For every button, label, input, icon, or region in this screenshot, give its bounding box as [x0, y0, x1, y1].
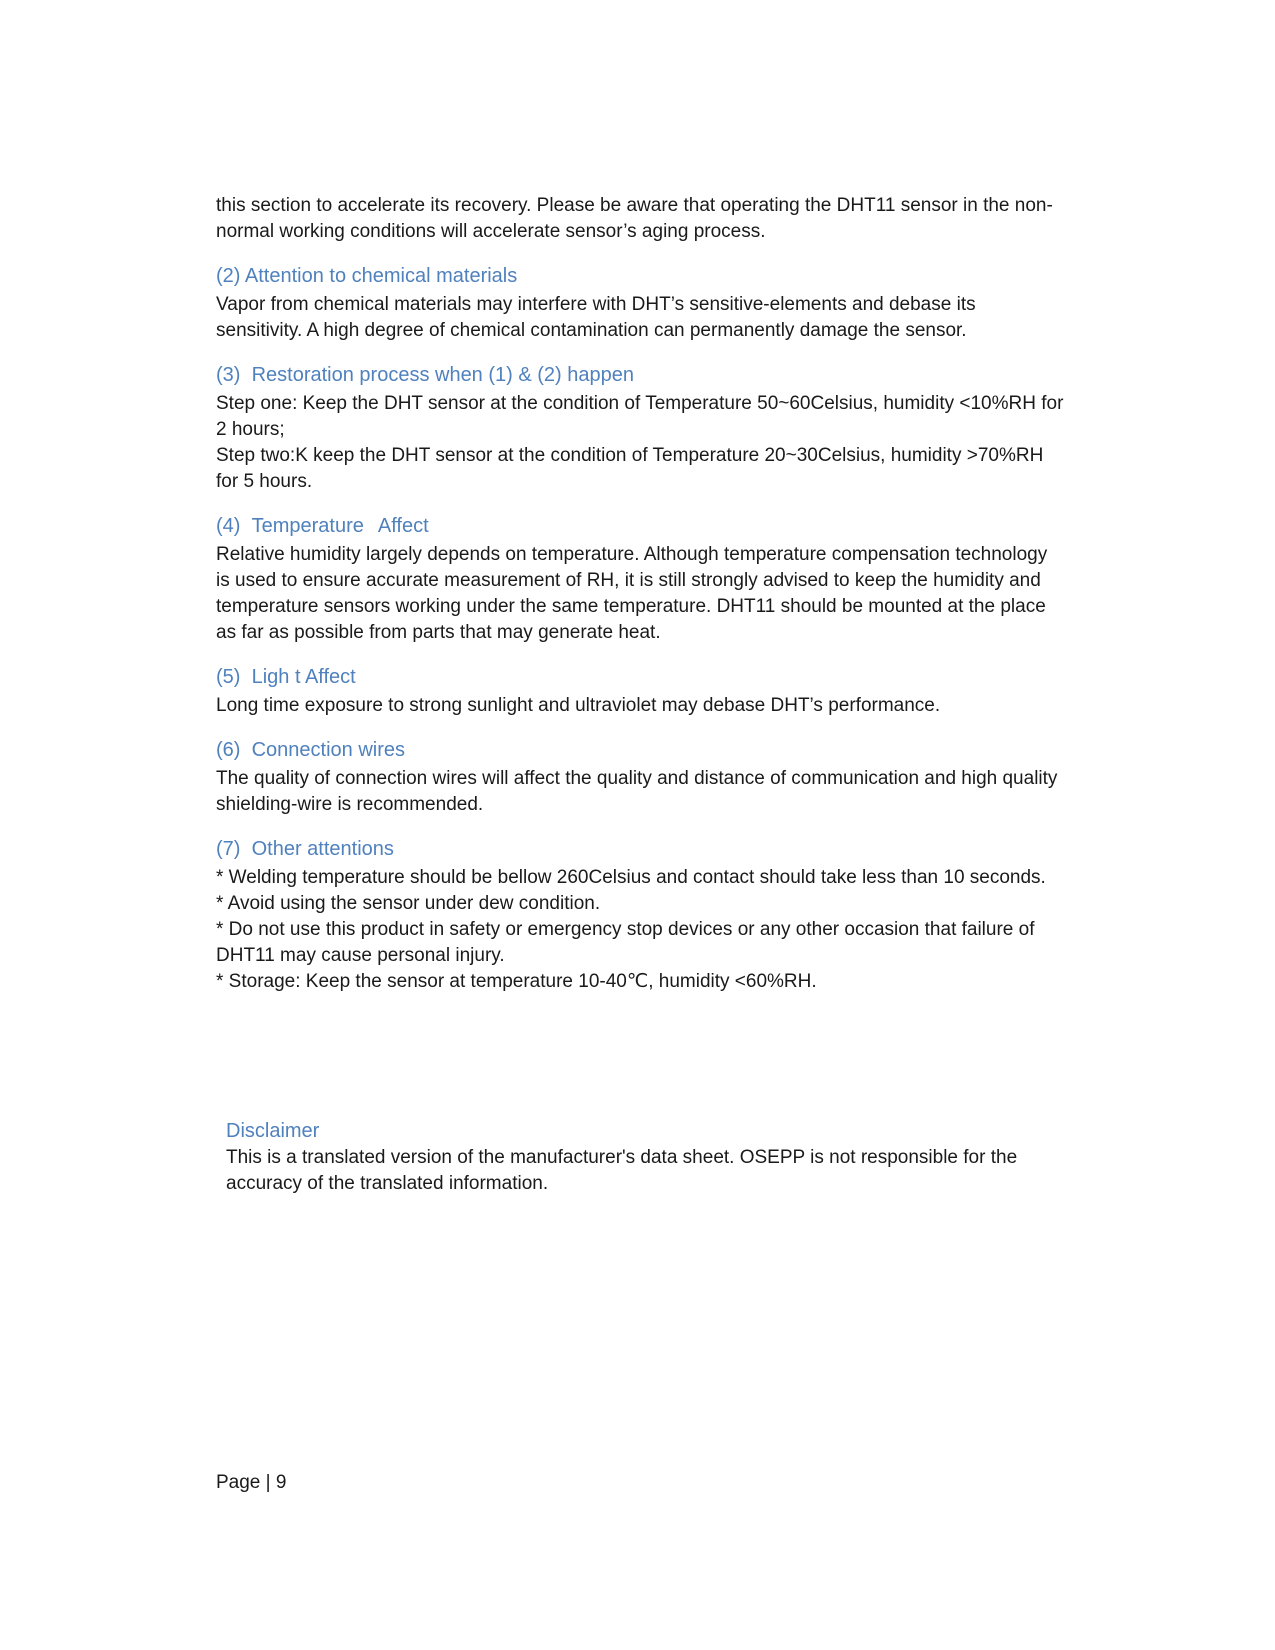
disclaimer-heading: Disclaimer	[226, 1120, 320, 1142]
document-body	[216, 193, 1066, 995]
section-paragraph: The quality of connection wires will affect the quality and distance of communication and high quality shielding-wire is recommended.	[216, 768, 1058, 815]
page-number: Page | 9	[216, 1472, 287, 1493]
section-heading: (4) Temperature Affect	[216, 515, 429, 537]
bullet-item: * Avoid using the sensor under dew condition.	[216, 893, 601, 914]
section-connection-wires	[216, 737, 1066, 818]
section-restoration-process	[216, 362, 1066, 495]
section-paragraph: Step one: Keep the DHT sensor at the condition of Temperature 50~60Celsius, humidity <10%RH for 2 hours;	[216, 393, 1064, 440]
section-heading: (6) Connection wires	[216, 739, 405, 761]
section-other-attentions	[216, 836, 1066, 995]
section-paragraph: Long time exposure to strong sunlight and ultraviolet may debase DHT’s performance.	[216, 695, 941, 716]
bullet-item: * Do not use this product in safety or emergency stop devices or any other occasion that failure of DHT11 may cause personal injury.	[216, 919, 1035, 966]
bullet-item: * Welding temperature should be bellow 260Celsius and contact should take less than 10 seconds.	[216, 867, 1046, 888]
section-heading: (2) Attention to chemical materials	[216, 265, 518, 287]
bullet-item: * Storage: Keep the sensor at temperature 10-40℃, humidity <60%RH.	[216, 971, 817, 992]
section-chemical-materials	[216, 263, 1066, 344]
section-heading: (5) Ligh t Affect	[216, 666, 356, 688]
section-temperature-affect	[216, 513, 1066, 646]
section-paragraph: Relative humidity largely depends on temperature. Although temperature compensation technology is used to ensure accurate measurement of RH, it is still strongly advised to keep the humidity and temperature sensors working under the same temperature. DHT11 should be mounted at the place as far as possible from parts that may generate heat.	[216, 544, 1048, 643]
section-heading: (3) Restoration process when (1) & (2) happen	[216, 364, 634, 386]
disclaimer-text: This is a translated version of the manufacturer's data sheet. OSEPP is not responsible for the accuracy of the translated information.	[226, 1147, 1018, 1194]
section-paragraph: Step two:K keep the DHT sensor at the condition of Temperature 20~30Celsius, humidity >70%RH for 5 hours.	[216, 445, 1044, 492]
disclaimer-block	[226, 1118, 1076, 1197]
section-paragraph: Vapor from chemical materials may interfere with DHT’s sensitive-elements and debase its sensitivity. A high degree of chemical contamination can permanently damage the sensor.	[216, 294, 976, 341]
section-heading: (7) Other attentions	[216, 838, 394, 860]
section-light-affect	[216, 664, 1066, 719]
intro-paragraph: this section to accelerate its recovery. Please be aware that operating the DHT11 sensor in the non-normal working conditions will accelerate sensor’s aging process.	[216, 195, 1053, 242]
